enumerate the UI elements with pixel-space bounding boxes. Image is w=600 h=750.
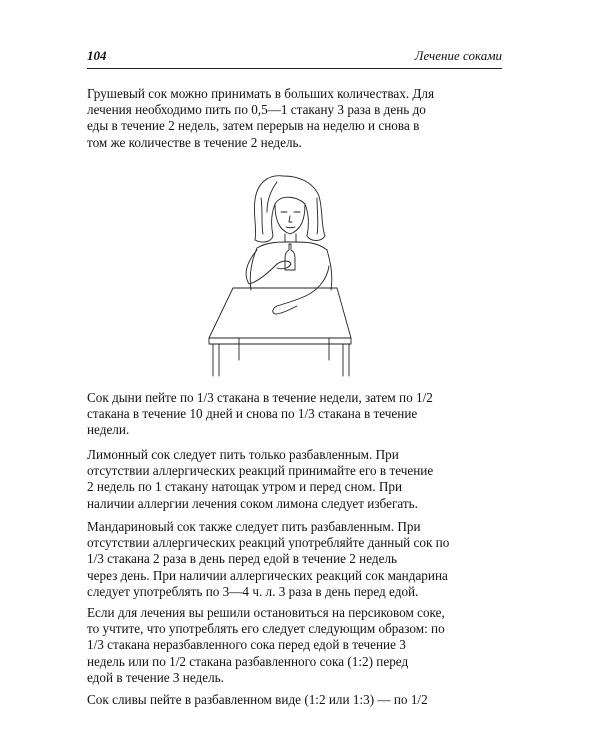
text-line: Если для лечения вы решили остановиться на персиковом соке, <box>87 605 445 620</box>
text-line: лечения необходимо пить по 0,5—1 стакану 3 раза в день до <box>87 102 426 118</box>
paragraph-melon-juice <box>87 390 507 439</box>
right-hand <box>273 306 297 314</box>
shoulders <box>257 242 327 250</box>
hair-strand <box>261 198 263 234</box>
table-leg <box>213 344 219 376</box>
text-line: следует употреблять по 3—4 ч. л. 3 раза в день перед едой. <box>87 583 419 599</box>
text-line: недель или по 1/2 стакана разбавленного сока (1:2) перед <box>87 653 409 669</box>
nose <box>289 216 292 222</box>
hair-strand <box>317 198 318 234</box>
text-line: через день. При наличии аллергических реакций сок мандарина <box>87 567 448 583</box>
hair-outline <box>254 176 325 242</box>
page-number: 104 <box>87 48 107 63</box>
paragraph-plum-juice <box>87 692 507 708</box>
mouth <box>286 227 295 228</box>
text-line: стакана в течение 10 дней и снова по 1/3 стакана в течение <box>87 406 418 422</box>
text-line: 1/3 стакана 2 раза в день перед едой в течение 2 недель <box>87 551 398 567</box>
woman-at-table-illustration <box>205 170 355 382</box>
left-hand <box>277 261 291 269</box>
text-line: отсутствии аллергических реакций принимайте его в течение <box>87 463 434 479</box>
paragraph-peach-juice <box>87 605 507 686</box>
text-line: едой в течение 3 недель. <box>87 669 224 685</box>
page-header <box>87 44 502 69</box>
text-line: Сок сливы пейте в разбавленном виде (1:2 или 1:3) — по 1/2 <box>87 692 428 707</box>
paragraph-pear-juice <box>87 86 507 151</box>
left-arm <box>246 250 277 284</box>
table-front-edge <box>209 338 351 344</box>
text-line: отсутствии аллергических реакций употребляйте данный сок по <box>87 535 450 551</box>
table-leg <box>343 344 349 376</box>
text-line: Сок дыни пейте по 1/3 стакана в течение недели, затем по 1/2 <box>87 390 433 405</box>
text-line: Лимонный сок следует пить только разбавленным. При <box>87 447 399 462</box>
text-line: наличии аллергии лечения соком лимона следует избегать. <box>87 495 418 511</box>
running-title: Лечение соками <box>414 48 502 63</box>
text-line: недели. <box>87 422 130 438</box>
text-line: 2 недель по 1 стакану натощак утром и перед сном. При <box>87 479 403 495</box>
text-line: то учтите, что употреблять его следует следующим образом: по <box>87 621 445 637</box>
text-line: еды в течение 2 недель, затем перерыв на неделю и снова в <box>87 118 420 134</box>
face-outline <box>275 204 305 234</box>
neck <box>285 234 296 242</box>
right-arm <box>277 266 329 306</box>
paragraph-mandarin-juice <box>87 519 507 600</box>
text-line: 1/3 стакана неразбавленного сока перед едой в течение 3 <box>87 637 406 653</box>
text-line: том же количестве в течение 2 недель. <box>87 134 302 150</box>
text-line: Грушевый сок можно принимать в больших количествах. Для <box>87 86 435 101</box>
paragraph-lemon-juice <box>87 447 507 512</box>
torso-right <box>327 250 332 290</box>
text-line: Мандариновый сок также следует пить разбавленным. При <box>87 519 421 534</box>
